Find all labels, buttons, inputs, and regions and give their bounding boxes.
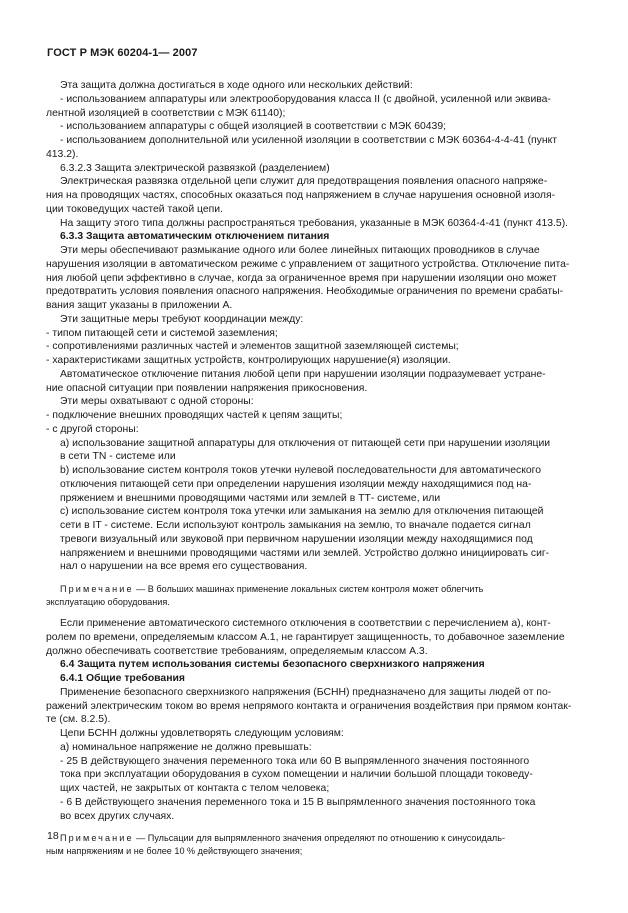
document-body: [46, 79, 583, 858]
page-number: 18: [47, 830, 59, 842]
list-item: - с другой стороны:: [46, 423, 139, 435]
note-text: эксплуатацию оборудования.: [46, 596, 170, 607]
text-line: - использованием аппаратуры с общей изоляцией в соответствии с МЭК 60439;: [60, 121, 446, 133]
section-heading: 6.3.3 Защита автоматическим отключением питания: [60, 231, 330, 243]
text-line: те (см. 8.2.5).: [46, 714, 111, 726]
text-line: напряжением и внешними проводящими частями или землей. Устройство должно инициировать сиг-: [60, 547, 550, 559]
text-line: тока при эксплуатации оборудования в сухом помещении и наличии большой площади токоведу-: [60, 769, 533, 781]
text-line: ции токоведущих частей такой цепи.: [46, 203, 223, 215]
text-line: вания защит указаны в приложении А.: [46, 300, 233, 311]
text-line: отключения питающей сети при определении нарушения изоляции между находящимися под на-: [60, 478, 532, 490]
text-line: Цепи БСНН должны удовлетворять следующим условиям:: [60, 728, 344, 740]
text-line: сети в IT - системе. Если используют контроль замыкания на землю, то вначале подается сигнал: [60, 520, 531, 531]
text-line: должно обеспечивать соответствие требованиям, определяемым классом А.3.: [46, 645, 428, 657]
text-line: Эти защитные меры требуют координации между:: [60, 313, 304, 325]
text-line: Эти меры обеспечивают размыкание одного или более линейных питающих проводников в случае: [60, 245, 540, 256]
text-line: лентной изоляцией в соответствии с МЭК 61140);: [46, 107, 286, 119]
list-item: - 6 В действующего значения переменного тока и 15 В выпрямленного значения постоянного тока: [60, 796, 536, 808]
text-line: тревоги визуальный или звуковой при первичном нарушении изоляции между находящимися под: [60, 533, 533, 545]
list-item: b) использование систем контроля токов утечки нулевой последовательности для автоматического: [60, 465, 541, 476]
text-line: ролем по времени, определяемым классом А.1, не гарантирует защищенность, то добавочное заземление: [46, 631, 565, 643]
note: [46, 583, 583, 596]
text-line: Эти меры охватывают с одной стороны:: [60, 396, 254, 408]
subsection-heading: 6.3.2.3 Защита электрической развязкой (разделением): [60, 162, 330, 174]
text-line: 413.2).: [46, 148, 79, 160]
section-heading: 6.4.1 Общие требования: [60, 673, 185, 685]
list-item: - сопротивлениями различных частей и элементов защитной заземляющей системы;: [46, 341, 459, 353]
text-line: Если применение автоматического системного отключения в соответствии с перечислением а), конт-: [60, 618, 551, 630]
text-line: ния любой цепи эффективно в случае, когда за ограниченное время при нарушении изоляции оно может: [46, 272, 557, 284]
list-item: с) использование систем контроля тока утечки или замыкания на землю для отключения питающей: [60, 506, 544, 518]
text-line: ражений электрическим током во время непрямого контакта и ограничения воздействия при прямом контак-: [46, 700, 572, 712]
text-line: в сети TN - системе или: [60, 451, 176, 463]
list-item: а) номинальное напряжение не должно превышать:: [60, 741, 312, 753]
note-text: ным напряжениям и не более 10 % действующего значения;: [46, 846, 303, 857]
list-item: - подключение внешних проводящих частей к цепям защиты;: [46, 410, 343, 421]
text-line: ния на проводящих частях, способных оказаться под напряжением в случае нарушения основной изоля-: [46, 190, 556, 201]
text-line: нал о нарушении на все время его существования.: [60, 561, 308, 573]
text-line: щих частей, не закрытых от контакта с телом человека;: [60, 783, 330, 795]
note: [46, 832, 583, 845]
section-heading: 6.4 Защита путем использования системы безопасного сверхнизкого напряжения: [60, 659, 485, 671]
list-item: а) использование защитной аппаратуры для отключения от питающей сети при нарушении изоляции: [60, 437, 551, 449]
note-label: Примечание: [60, 833, 134, 844]
list-item: - типом питающей сети и системой заземления;: [46, 327, 278, 339]
text-line: ние опасной ситуации при появлении напряжения прикосновения.: [46, 382, 368, 394]
list-item: - 25 В действующего значения переменного тока или 60 В выпрямленного значения постоянного: [60, 755, 530, 767]
text-line: Автоматическое отключение питания любой цепи при нарушении изоляции подразумевает устране-: [60, 368, 546, 380]
text-line: - использованием аппаратуры или электрооборудования класса II (с двойной, усиленной или эквива-: [60, 93, 551, 105]
document-header: ГОСТ Р МЭК 60204-1— 2007: [47, 47, 198, 59]
text-line: нарушения изоляции в автоматическом режиме с управлением от защитного устройства. Отключение пита-: [46, 258, 570, 270]
text-line: На защиту этого типа должны распространяться требования, указанные в МЭК 60364-4-41 (пункт 413.5).: [60, 217, 569, 229]
note-label: Примечание: [60, 584, 134, 594]
text-line: во всех других случаях.: [60, 810, 175, 822]
text-line: пряжением и внешними проводящими частями или землей в ТТ- системе, или: [60, 492, 441, 504]
note-text: — В больших машинах применение локальных систем контроля может облегчить: [133, 584, 484, 594]
note-text: — Пульсации для выпрямленного значения определяют по отношению к синусоидаль-: [133, 833, 505, 844]
text-line: - использованием дополнительной или усиленной изоляции в соответствии с МЭК 60364-4-4-41 (пункт: [60, 135, 558, 146]
list-item: - характеристиками защитных устройств, контролирующих нарушение(я) изоляции.: [46, 355, 451, 366]
text-line: Применение безопасного сверхнизкого напряжения (БСНН) предназначено для защиты людей от по-: [60, 686, 552, 698]
text-line: предотвратить условия появления опасного напряжения. Необходимые ограничения по времени срабаты-: [46, 286, 564, 298]
text-line: Эта защита должна достигаться в ходе одного или нескольких действий:: [60, 80, 413, 91]
text-line: Электрическая развязка отдельной цепи служит для предотвращения появления опасного напряже-: [60, 176, 548, 188]
